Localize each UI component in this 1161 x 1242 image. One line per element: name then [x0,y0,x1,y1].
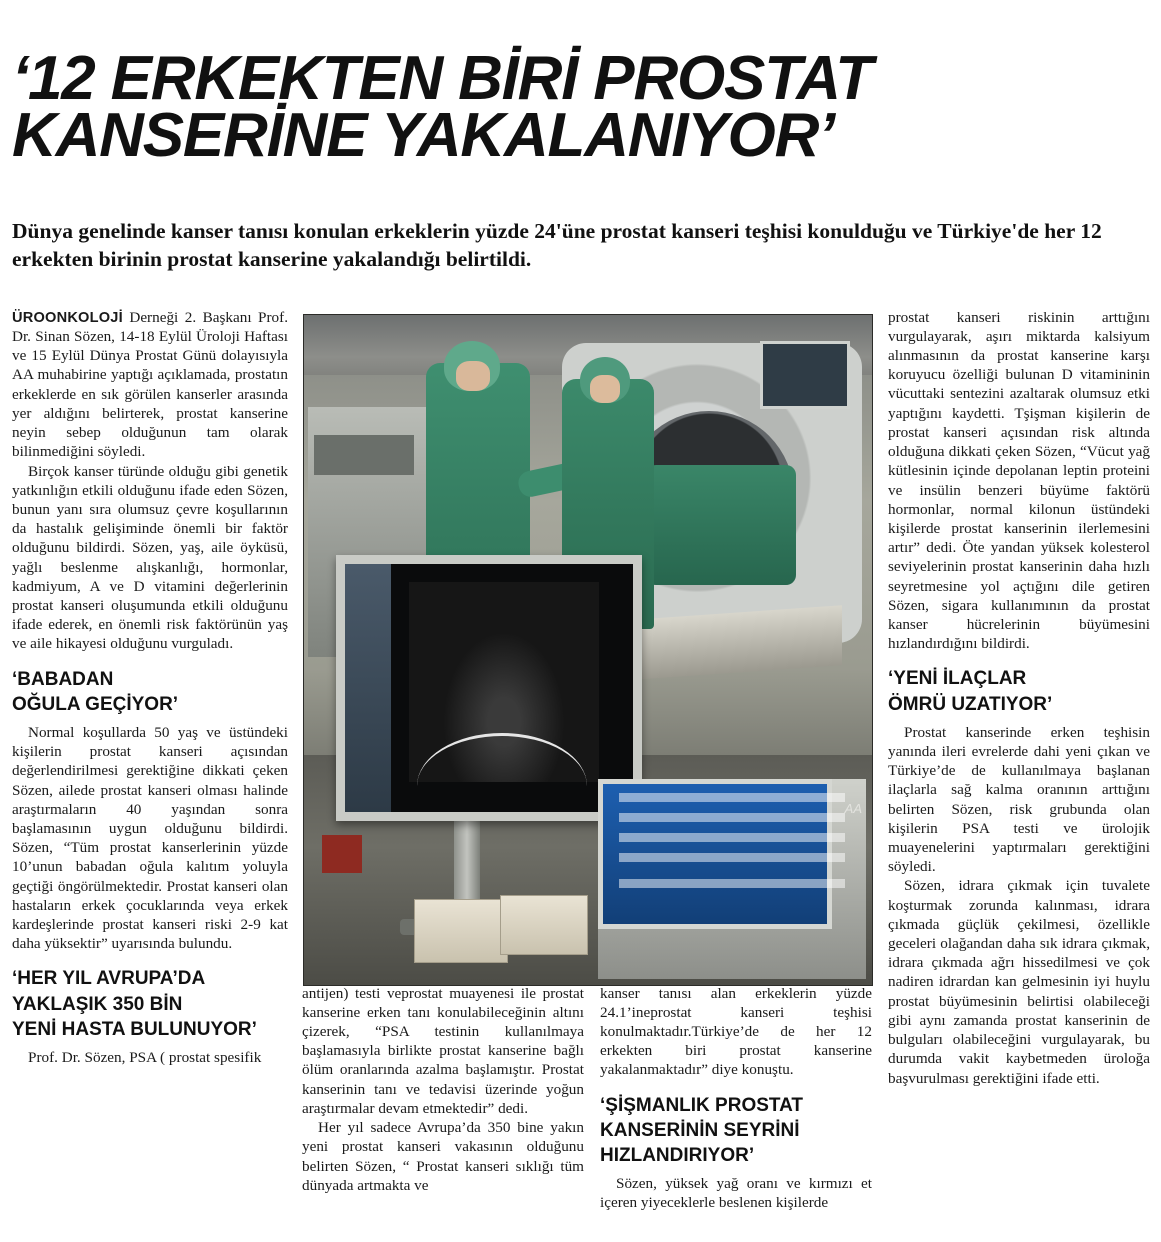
subheading-line: ‘ŞİŞMANLIK PROSTAT [600,1094,804,1116]
article-column-2 [302,984,584,1195]
subheading-line: KANSERİNİN SEYRİNİ [600,1119,800,1141]
subheading-line: ÖMRÜ UZATIYOR’ [888,693,1053,715]
standfirst: Dünya genelinde kanser tanısı konulan erkeklerin yüzde 24'üne prostat kanseri teşhisi konulduğu ve Türkiye'de her 12 erkekten birinin prostat kanserine yakalandığı belirtildi. [12,219,1102,271]
subheading-line: HIZLANDIRIYOR’ [600,1144,755,1166]
paragraph: prostat kanseri riskinin arttığını vurgulayarak, aşırı miktarda kalsiyum alınmasının da prostat kanserine karşı koruyucu özelliği bulunan D vitamininin vücuttaki sentezini azaltarak olumsuz etki yaptığını kaydetti. Tşişman kişilerin de prostat kanseri açısından risk altında olduğuna dikkati çeken Sözen, “Vücut yağ kütlesinin içinde depolanan leptin proteini ve insülin benzeri büyüme faktörü hormonlar, normal kilonun üstündeki kişilerde prostat kanserinin ilerlemesini artır” dedi. Öte yandan yüksek kolesterol seviyelerinin prostat kanserinin daha hızlı seyretmesine yol açtığını dile getiren Sözen, sigara kullanımının da prostat kanser hücrelerinin büyümesini hızlandırdığını bildirdi. [888,308,1150,653]
subheading-line: ‘HER YIL AVRUPA’DA [12,968,206,990]
paragraph: Normal koşullarda 50 yaş ve üstündeki kişilerin prostat kanseri açısından değerlendirilmesi gerektiğine dikkati çeken Sözen, ailede prostat kanseri olması halinde araştırmaların 40 yaşından sonra başlamasının uygun olduğunu bildirdi. Sözen, “Tüm prostat kanserlerinin yüzde 10’unun babadan oğula kalıtım yoluyla geçtiği öngörülmektedir. Prostat kanseri olan hastaların erkek çocuklarında veya erkek kardeşlerinde prostat kanseri riski 2-9 kat daha yüksektir” uyarısında bulundu. [12,723,288,953]
lede-label: ÜROONKOLOJİ [12,309,123,326]
paragraph: Her yıl sadece Avrupa’da 350 bine yakın yeni prostat kanseri vakasının olduğunu belirten Sözen, “ Prostat kanseri sıklığı tüm dünyada artmakta ve [302,1119,584,1194]
headline-line-2: KANSERİNE YAKALANIYOR’ [12,101,835,171]
article-body [0,308,1161,1242]
newspaper-page [0,42,1161,1242]
lede-paragraph [12,308,288,462]
headline-line-1: ‘12 ERKEKTEN BİRİ PROSTAT [12,43,872,113]
article-column-1 [12,308,288,1067]
subheading-her-yil-avrupada [12,966,288,1041]
paragraph: Sözen, idrara çıkmak için tuvalete koşturmak zorunda kalınması, idrara çıkmada güçlük çekilmesi, özellikle geceleri olağandan daha sık idrara çıkmak, idrara çıkmada ağrı hissedilmesi ve çok nadiren idrardan kan gelmesinin iyi huylu prostat büyümesinin belirtisi olabileceği gibi aynı zamanda prostat kanserinin de bulguları olabileceğini vurgulayarak, bu durumda vakit kaybetmeden üroloğa başvurulması gerektiğini ifade etti. [888,877,1150,1087]
subheading-line: ‘YENİ İLAÇLAR [888,668,1027,690]
article-column-3 [600,984,872,1213]
subheading-babadan-ogula [12,667,288,717]
lede-text: Derneği 2. Başkanı Prof. Dr. Sinan Sözen, 14-18 Eylül Üroloji Haftası ve 15 Eylül Dünya Prostat Günü dolayısıyla AA muhabirine yaptığı açıklamada, prostatın erkeklerde en sık görülen kanserler arasında yer aldığını belirterek, prostat kanserine neyin sebep olduğunun tam olarak bilinmediğini söyledi. [12,308,288,461]
subheading-line: YAKLAŞIK 350 BİN [12,993,183,1015]
subheading-line: OĞULA GEÇİYOR’ [12,693,179,715]
paragraph: antijen) testi veprostat muayenesi ile prostat kanserine erken tanı konulabileceğinin altını çizerek, “PSA testinin kullanılmaya başlamasıyla birlikte prostat kanserine bağlı ölüm oranlarında azalma başlamıştır. Prostat kanserinin tanı ve tedavisi üzerinde yoğun araştırmalar devam etmektedir” dedi. [302,984,584,1117]
paragraph: Sözen, yüksek yağ oranı ve kırmızı et içeren yiyeceklerle beslenen kişilerde [600,1174,872,1212]
paragraph: Prostat kanserinde erken teşhisin yanında ileri evrelerde dahi yeni çıkan ve Türkiye’de de kullanılmaya başlanan ilaçlarla sağ kalma oranının arttığını belirten Sözen, risk grubunda olan kişilerin PSA testi ve ürolojik muayenelerini yaptırmaları gerektiğini söyledi. [888,723,1150,876]
subheading-sismanlik-prostat [600,1093,872,1168]
subheading-line: YENİ HASTA BULUNUYOR’ [12,1018,257,1040]
paragraph: Birçok kanser türünde olduğu gibi genetik yatkınlığın etkili olduğunu ifade eden Sözen, bunun yanı sıra olumsuz çevre koşullarının da hastalık gelişiminde önemli bir faktör olduğunu bildirdi. Sözen, yaş, aile öyküsü, yağlı beslenme alışkanlığı, hormonlar, kadmiyum, A ve D vitamini değerlerinin prostat kanseri oluşumunda etkili olduğunu ifade ederek, en önemli risk faktörünün yaş ve aile hikayesi olduğunu vurguladı. [12,462,288,653]
photo-credit: AA [844,800,862,816]
subheading-yeni-ilaclar [888,666,1150,716]
article-column-4 [888,308,1150,1088]
subheading-line: ‘BABADAN [12,668,114,690]
paragraph: Prof. Dr. Sözen, PSA ( prostat spesifik [28,1048,262,1066]
page-title [0,42,1161,171]
paragraph: kanser tanısı alan erkeklerin yüzde 24.1’ineprostat kanseri teşhisi konulmaktadır.Türkiye’de de her 12 erkekten biri prostat kanserine yakalanmaktadır” diye konuştu. [600,984,872,1079]
